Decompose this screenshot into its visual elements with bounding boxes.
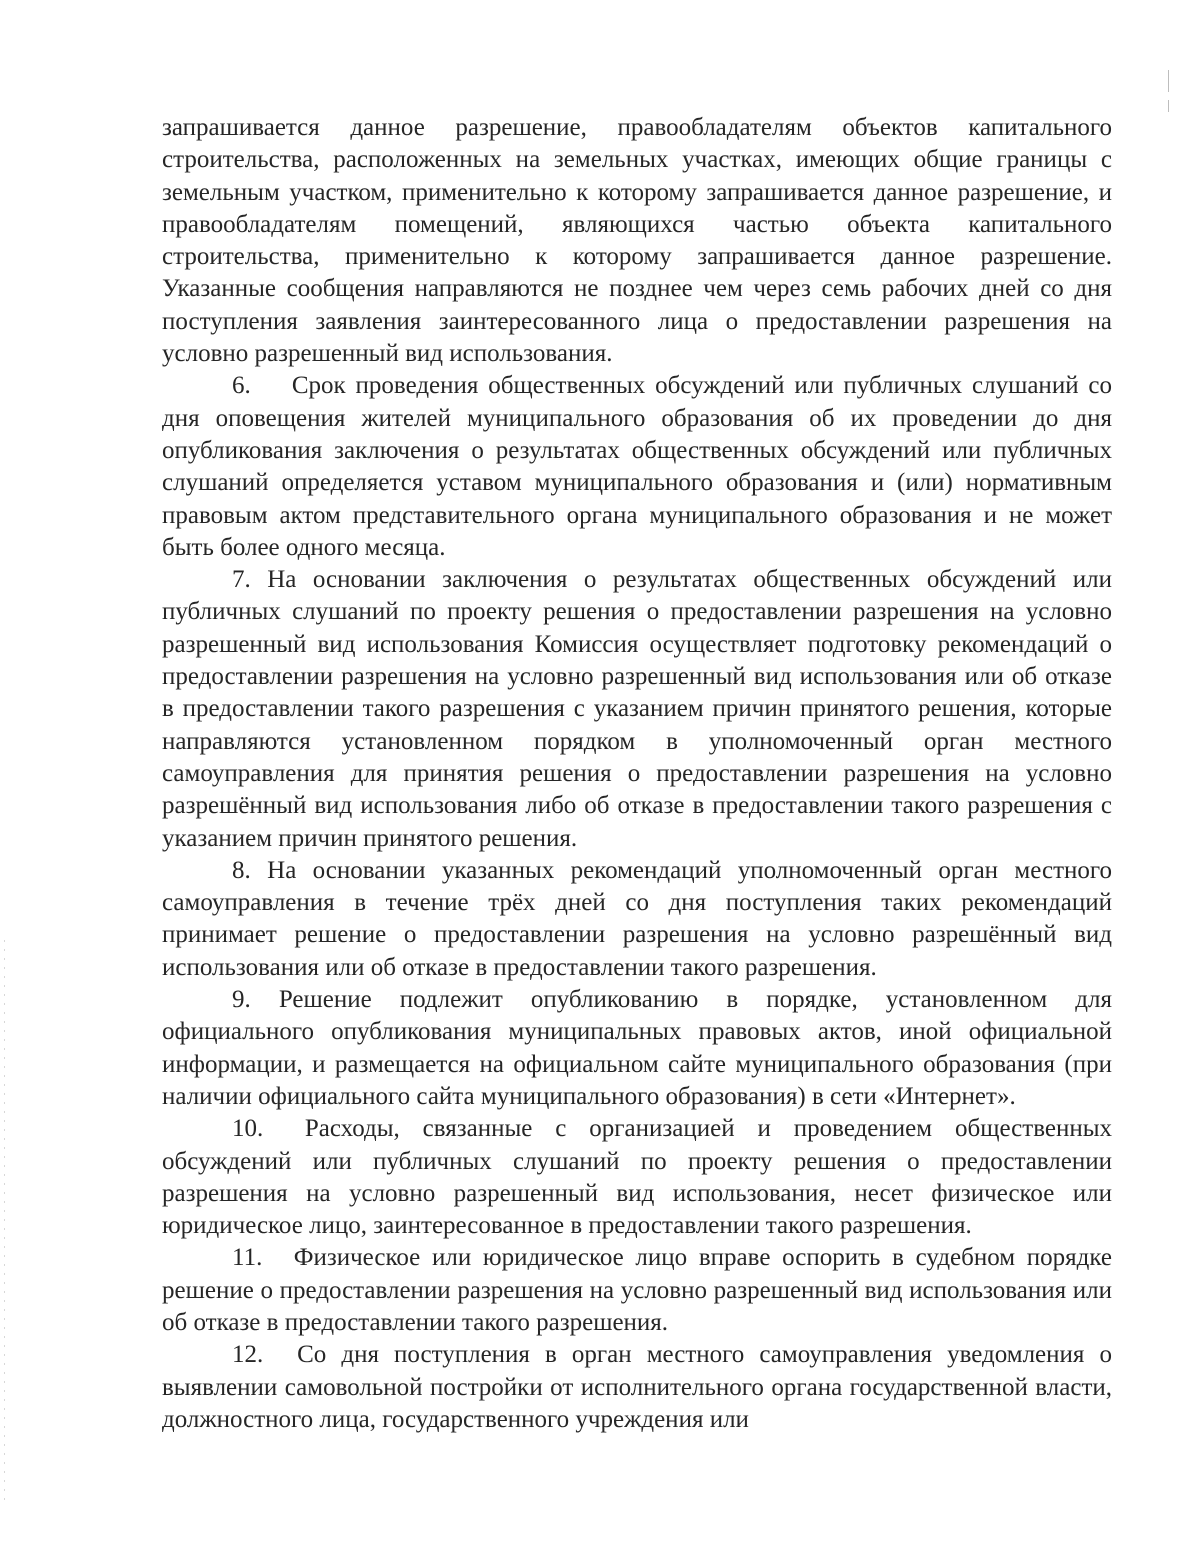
paragraph-text: Срок проведения общественных обсуждений или публичных слушаний со дня оповещения жителей муниципального образования об их проведении до дня опубликования заключения о результатах общественных обсуждений или публичных слушаний определяется уставом муниципального образования и (или) нормативным правовым актом представительного органа муниципального образования и не может быть более одного месяца. (162, 372, 1113, 561)
paragraph-number: 6. (232, 372, 251, 400)
scan-edge-mark (1168, 70, 1169, 92)
scan-edge-mark (1168, 100, 1169, 112)
paragraph-number: 8. (232, 856, 251, 884)
paragraph-text: запрашивается данное разрешение, правообладателям объектов капитального строительства, расположенных на земельных участках, имеющих общие границы с земельным участком, применительно к которому запрашивается данное разрешение, и правообладателям помещений, являющихся частью объекта капитального строительства, применительно к которому запрашивается данное разрешение. Указанные сообщения направляются не позднее чем через семь рабочих дней со дня поступления заявления заинтересованного лица о предоставлении разрешения на условно разрешенный вид использования. (162, 114, 1112, 368)
paragraph-number: 10. (232, 1115, 264, 1143)
paragraph-8 (162, 855, 1112, 984)
paragraph-9 (162, 984, 1112, 1113)
paragraph-number: 7. (232, 566, 251, 594)
paragraph-10 (162, 1113, 1112, 1242)
paragraph-text: На основании заключения о результатах общественных обсуждений или публичных слушаний по проекту решения о предоставлении разрешения на условно разрешенный вид использования Комиссия осуществляет подготовку рекомендаций о предоставлении разрешения на условно разрешенный вид использования или об отказе в предоставлении такого разрешения с указанием причин принятого решения, которые направляются установленном порядком в уполномоченный орган местного самоуправления для принятия решения о предоставлении разрешения на условно разрешённый вид использования либо об отказе в предоставлении такого разрешения с указанием причин принятого решения. (162, 566, 1113, 852)
paragraph-number: 9. (232, 986, 251, 1014)
paragraph-text: Решение подлежит опубликованию в порядке, установленном для официального опубликования муниципальных правовых актов, иной официальной информации, и размещается на официальном сайте муниципального образования (при наличии официального сайта муниципального образования) в сети «Интернет». (162, 986, 1112, 1110)
paragraph-7 (162, 564, 1112, 855)
paragraph-continuation (162, 112, 1112, 370)
paragraph-6 (162, 370, 1112, 564)
paragraph-text: На основании указанных рекомендаций уполномоченный орган местного самоуправления в течение трёх дней со дня поступления таких рекомендаций принимает решение о предоставлении разрешения на условно разрешённый вид использования или об отказе в предоставлении такого разрешения. (162, 856, 1112, 981)
document-body (162, 112, 1112, 1436)
paragraph-number: 12. (232, 1341, 264, 1369)
paragraph-text: Со дня поступления в орган местного самоуправления уведомления о выявлении самовольной постройки от исполнительного органа государственной власти, должностного лица, государственного учреждения или (162, 1341, 1112, 1433)
scan-edge-noise (4, 940, 5, 1500)
paragraph-11 (162, 1242, 1112, 1339)
paragraph-number: 11. (232, 1244, 263, 1272)
paragraph-text: Расходы, связанные с организацией и проведением общественных обсуждений или публичных слушаний по проекту решения о предоставлении разрешения на условно разрешенный вид использования, несет физическое или юридическое лицо, заинтересованное в предоставлении такого разрешения. (162, 1115, 1112, 1240)
paragraph-text: Физическое или юридическое лицо вправе оспорить в судебном порядке решение о предоставлении разрешения на условно разрешенный вид использования или об отказе в предоставлении такого разрешения. (162, 1244, 1113, 1336)
paragraph-12 (162, 1339, 1112, 1436)
